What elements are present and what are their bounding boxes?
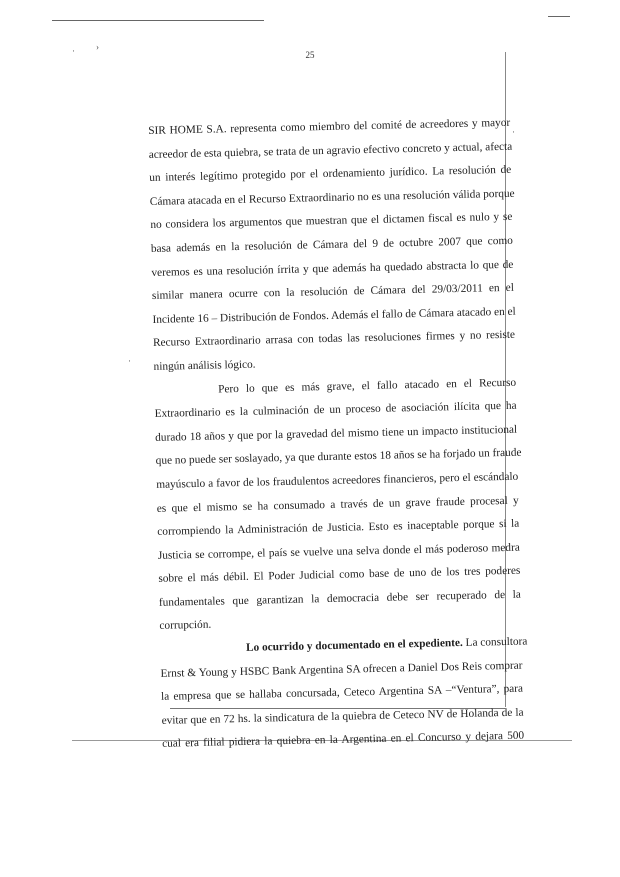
text-line: corrupción. [159, 619, 212, 633]
text-line: ningún análisis lógico. [153, 358, 256, 373]
paragraph-3 [160, 631, 528, 757]
text-line: fundamentales que garantizan la democracia debe ser recuperado de la [158, 588, 521, 609]
scan-line [548, 16, 570, 17]
section-heading: Lo ocurrido y documentado en el expediente. [245, 637, 463, 654]
text-line: Extraordinario es la culminación de un proceso de asociación ilícita que ha [154, 399, 517, 421]
text-line: durado 18 años y que por la gravedad del mismo tiene un impacto institucional [155, 423, 518, 444]
text-line: Pero lo que es más grave, el fallo atacado en el Recurso [217, 376, 517, 396]
text-line: la empresa que se hallaba concursada, Ceteco Argentina SA –“Ventura”, para [160, 682, 524, 704]
text-line: un interés legítimo protegido por el ordenamiento jurídico. La resolución de [149, 163, 512, 185]
paragraph-1 [148, 112, 516, 380]
text-line: Cámara atacada en el Recurso Extraordinario no es una resolución válida porque [149, 187, 515, 208]
text-fragment: La consultora [462, 635, 528, 650]
scan-line [52, 20, 264, 21]
text-line: SIR HOME S.A. representa como miembro del comité de acreedores y mayor [148, 116, 511, 137]
scan-mark: · [128, 356, 131, 366]
text-line: evitar que en 72 hs. la sindicatura de la quiebra de Ceteco NV de Holanda de la [161, 706, 524, 727]
text-line: no considera los argumentos que muestran que el dictamen fiscal es nulo y se [150, 211, 513, 232]
text-line: similar manera ocurre con la resolución de Cámara del 29/03/2011 en el [151, 281, 515, 303]
scan-mark: · [72, 46, 75, 56]
text-line: Recurso Extraordinario arrasa con todas las resoluciones firmes y no resiste [152, 329, 516, 350]
text-line: Incidente 16 – Distribución de Fondos. Además el fallo de Cámara atacado en el [152, 305, 516, 326]
text-line: que no puede ser soslayado, ya que durante estos 18 años se ha forjado un fraude [155, 446, 522, 468]
body-text [148, 112, 528, 757]
text-line: cual era filial pidiera la quiebra en la Argentina en el Concurso y dejara 500 [162, 730, 525, 751]
text-line: mayúsculo a favor de los fraudulentos acreedores financieros, pero el escándalo [156, 470, 519, 491]
text-line: Ernst & Young y HSBC Bank Argentina SA ofrecen a Daniel Dos Reis comprar [160, 659, 523, 680]
text-line: acreedor de esta quiebra, se trata de un agravio efectivo concreto y actual, afecta [148, 140, 513, 161]
page-number: 25 [305, 50, 315, 60]
text-line: basa además en la resolución de Cámara del 9 de octubre 2007 que como [150, 234, 513, 255]
text-line: veremos es una resolución írrita y que además ha quedado abstracta lo que de [151, 258, 514, 279]
paragraph-2 [154, 371, 522, 639]
scan-mark: › [96, 42, 99, 52]
text-line: sobre el más débil. El Poder Judicial como base de uno de los tres poderes [158, 564, 521, 586]
scan-mark: · [512, 127, 515, 137]
text-line: es que el mismo se ha consumado a través de un grave fraude procesal y [156, 494, 519, 515]
text-line: corrompiendo la Administración de Justicia. Esto es inaceptable porque si la [157, 517, 520, 538]
text-line: Justicia se corrompe, el país se vuelve una selva donde el más poderoso medra [157, 541, 520, 562]
